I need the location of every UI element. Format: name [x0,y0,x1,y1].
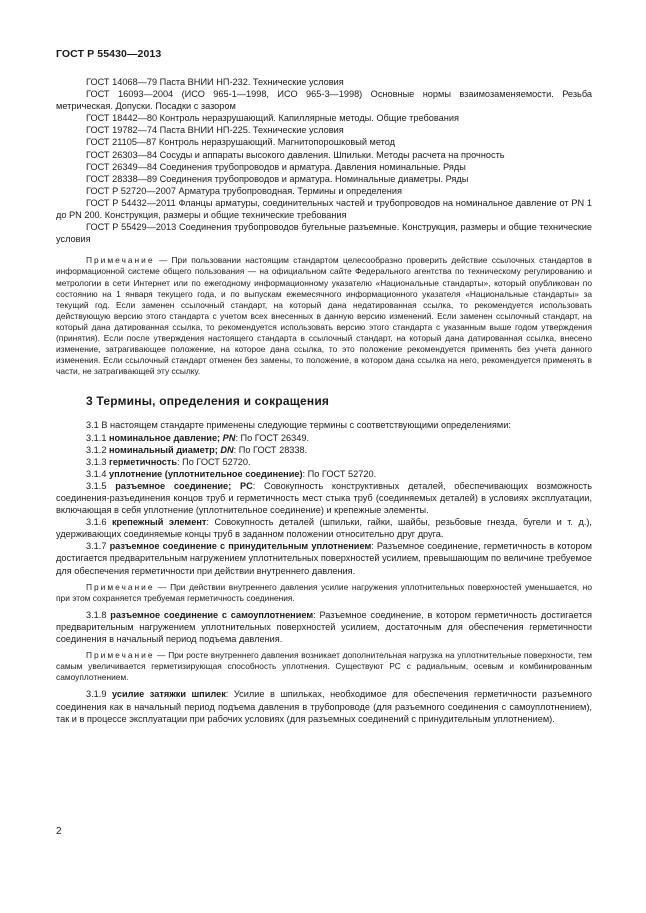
term-name: крепежный элемент [111,517,207,528]
term-definition: : По ГОСТ 26349. [235,432,310,443]
reference-item: ГОСТ 16093—2004 (ИСО 965-1—1998, ИСО 965-3—1998) Основные нормы взаимозаменяемости. Резьба метрическая. Допуски. Посадки с зазором [56,89,592,112]
term-item: 3.1.3 герметичность: По ГОСТ 52720. [86,456,251,467]
term-item: 3.1.6 крепежный элемент: Совокупность деталей (шпильки, гайки, шайбы, резьбовые гнезда, бугели и т. д.), удерживающих соединяемые концы труб в заданном положении относительно друг друга. [56,517,592,540]
term-definition: : По ГОСТ 52720. [302,468,377,479]
note-label: Примечание [86,255,155,266]
note-references [56,255,592,377]
term-name: усилие затяжки шпилек [112,689,226,700]
note-text: — При росте внутреннего давления возникает дополнительная нагрузка на уплотнительные поверхности, тем самым увеличивается герметизирующая способность уплотнения. Существуют PC с радиальным, осевым и комбинированным самоуплотнением. [56,650,593,683]
document-header: ГОСТ Р 55430—2013 [56,48,162,60]
term-item: 3.1.1 номинальное давление; PN: По ГОСТ 26349. [86,432,310,443]
reference-item: ГОСТ 28338—89 Соединения трубопроводов и арматура. Номинальные диаметры. Ряды [86,173,469,184]
document-body [56,76,592,725]
term-definition: : Разъемное соединение, герметичность в котором достигается предварительным нагружением уплотнительных поверхностей усилием, превышающим по величине требуемое для обеспечения герметичности при действии внутреннего давления. [56,541,592,576]
note-text: — При действии внутреннего давления усилие нагружения уплотнительных поверхностей уменьшается, но при этом сохраняется требуемая герметичность соединения. [56,581,593,603]
term-name: номинальное давление; [109,432,223,443]
term-item: 3.1.7 разъемное соединение с принудительным уплотнением: Разъемное соединение, герметичность в котором достигается предварительным нагружением уплотнительных поверхностей усилием, превышающим по величине требуемое для обеспечения герметичности при действии внутреннего давления. [56,541,592,576]
term-definition: : Усилие в шпильках, необходимое для обеспечения герметичности разъемного соединения как в начальный период подъема давления в трубопроводе (для разъемного соединения с самоуплотнением), так и в процессе эксплуатации при рабочих условиях (для разъемных соединений с принудительным уплотнением). [56,689,592,724]
term-definition: : Совокупность деталей (шпильки, гайки, шайбы, резьбовые гнезда, бугели и т. д.), удерживающих соединяемые концы труб в заданном положении относительно друг друга. [56,517,592,540]
section-intro: 3.1 В настоящем стандарте применены следующие термины с соответствующими определениями: [86,420,511,431]
term-definition: : Совокупность конструктивных деталей, обеспечивающих возможность соединения-разъединения концов труб и герметичность мест стыка труб (соединяемых деталей) в условиях эксплуатации, включающая в себя уплотнение (уплотнительное соединение) и крепежные элементы. [56,480,592,516]
term-name: номинальный диаметр; [109,444,221,455]
term-item: 3.1.2 номинальный диаметр; DN: По ГОСТ 28338. [86,444,308,455]
term-item: 3.1.8 разъемное соединение с самоуплотнением: Разъемное соединение, в котором герметичность достигается предварительным нагружением уплотнительных поверхностей усилием, достаточным для обеспечения герметичности соединения в начальный период подъема давления. [56,609,592,645]
term-name: разъемное соединение с принудительным уплотнением [109,541,372,552]
term-definition: : По ГОСТ 52720. [177,456,251,467]
reference-item: ГОСТ 14068—79 Паста ВНИИ НП-232. Технические условия [86,77,344,87]
term-name: уплотнение (уплотнительное соединение) [109,468,303,479]
note-label: Примечание [86,581,155,592]
reference-item: ГОСТ 19782—74 Паста ВНИИ НП-225. Технические условия [86,125,344,136]
term-name: разъемное соединение с самоуплотнением [110,609,314,620]
term-name: герметичность [109,456,177,467]
note-term-3-1-7 [56,582,592,604]
term-name: разъемное соединение; PC [115,480,253,491]
reference-item: ГОСТ 26303—84 Сосуды и аппараты высокого давления. Шпильки. Методы расчета на прочность [86,149,505,160]
term-abbr: PN [222,432,236,443]
reference-item: ГОСТ 26349—84 Соединения трубопроводов и арматура. Давления номинальные. Ряды [86,161,466,172]
reference-item: ГОСТ 18442—80 Контроль неразрушающий. Капиллярные методы. Общие требования [86,113,459,124]
reference-item: ГОСТ Р 55429—2013 Соединения трубопроводов бугельные разъемные. Конструкция, размеры и общие технические условия [56,222,592,245]
term-definition: : Разъемное соединение, в котором герметичность достигается предварительным нагружением уплотнительных поверхностей усилием, достаточным для обеспечения герметичности соединения в начальный период подъема давления. [56,609,592,645]
term-item: 3.1.5 разъемное соединение; PC: Совокупность конструктивных деталей, обеспечивающих возможность соединения-разъединения концов труб и герметичность мест стыка труб (соединяемых деталей) в условиях эксплуатации, включающая в себя уплотнение (уплотнительное соединение) и крепежные элементы. [56,480,592,516]
reference-item: ГОСТ 21105—87 Контроль неразрушающий. Магнитопорошковый метод [86,137,396,148]
section-title: 3 Термины, определения и сокращения [86,394,330,409]
term-item: 3.1.4 уплотнение (уплотнительное соединение): По ГОСТ 52720. [86,468,377,479]
page-number: 2 [56,826,62,837]
term-item: 3.1.9 усилие затяжки шпилек: Усилие в шпильках, необходимое для обеспечения герметичности разъемного соединения как в начальный период подъема давления в трубопроводе (для разъемного соединения с самоуплотнением), так и в процессе эксплуатации при рабочих условиях (для разъемных соединений с принудительным уплотнением). [56,689,592,724]
note-text: — При пользовании настоящим стандартом целесообразно проверить действие ссылочных стандартов в информационной системе общего пользования — на официальном сайте Федерального агентства по техническому регулированию и метрологии в сети Интернет или по ежегодному информационному указателю «Национальные стандарты», который опубликован по состоянию на 1 января текущего года, и по выпускам ежемесячного информационного указателя «Национальные стандарты» за текущий год. Если заменен ссылочный стандарт, на который дана недатированная ссылка, то рекомендуется использовать действующую версию этого стандарта с учетом всех внесенных в данную версию изменений. Если заменен ссылочный стандарт, на который дана датированная ссылка, то рекомендуется использовать версию этого стандарта с указанным выше годом утверждения (принятия). Если после утверждения настоящего стандарта в ссылочный стандарт, на который дана датированная ссылка, внесено изменение, затрагивающее положение, на которое дана ссылка, то это положение рекомендуется применять без учета данного изменения. Если ссылочный стандарт отменен без замены, то положение, в котором дана ссылка на него, рекомендуется применять в части, не затрагивающей эту ссылку. [56,255,593,377]
term-abbr: DN [220,444,234,455]
note-label: Примечание [86,650,155,661]
reference-item: ГОСТ Р 52720—2007 Арматура трубопроводная. Термины и определения [86,185,402,196]
term-definition: : По ГОСТ 28338. [233,444,308,455]
note-term-3-1-8 [56,650,592,683]
reference-item: ГОСТ Р 54432—2011 Фланцы арматуры, соединительных частей и трубопроводов на номинальное давление от PN 1 до PN 200. Конструкция, размеры и общие технические требования [56,197,592,221]
